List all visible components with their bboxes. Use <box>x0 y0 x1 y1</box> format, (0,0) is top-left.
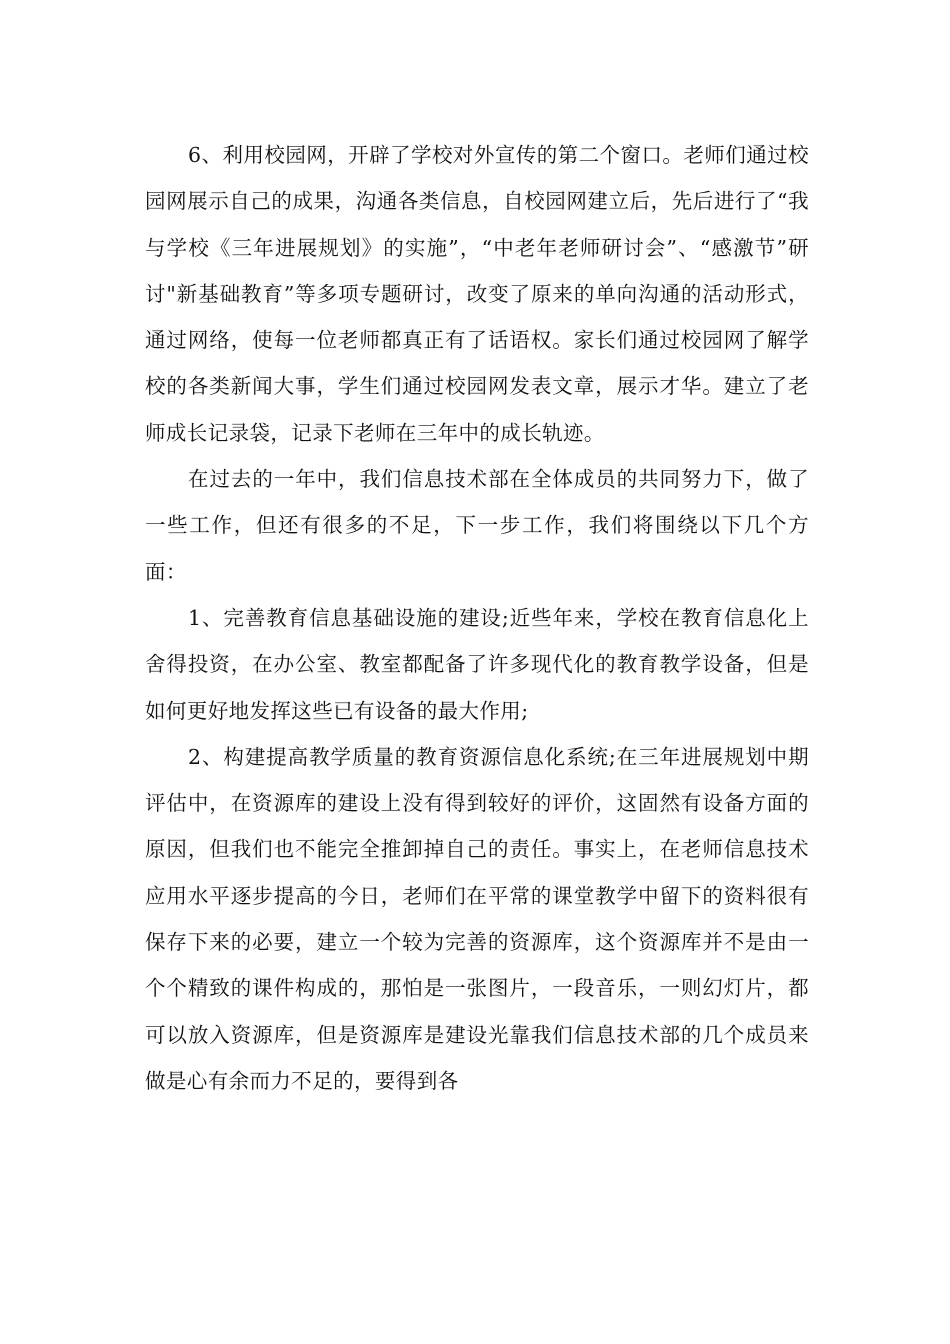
paragraph-infrastructure: 1、完善教育信息基础设施的建设;近些年来，学校在教育信息化上舍得投资，在办公室、教室都配备了许多现代化的教育教学设备，但是如何更好地发挥这些已有设备的最大作用; <box>145 605 809 723</box>
paragraph-resource-system: 2、构建提高教学质量的教育资源信息化系统;在三年进展规划中期评估中，在资源库的建设上没有得到较好的评价，这固然有设备方面的原因，但我们也不能完全推卸掉自己的责任。事实上，在老师信息技术应用水平逐步提高的今日，老师们在平常的课堂教学中留下的资料很有保存下来的必要，建立一个较为完善的资源库，这个资源库并不是由一个个精致的课件构成的，那怕是一张图片，一段音乐，一则幻灯片，都可以放入资源库，但是资源库是建设光靠我们信息技术部的几个成员来做是心有余而力不足的，要得到各 <box>145 744 809 1093</box>
paragraph-campus-network: 6、利用校园网，开辟了学校对外宣传的第二个窗口。老师们通过校园网展示自己的成果，沟通各类信息，自校园网建立后，先后进行了“我与学校《三年进展规划》的实施”，“中老年老师研讨会”、“感激节”研讨"新基础教育”等多项专题研讨，改变了原来的单向沟通的活动形式，通过网络，使每一位老师都真正有了话语权。家长们通过校园网了解学校的各类新闻大事，学生们通过校园网发表文章，展示才华。建立了老师成长记录袋，记录下老师在三年中的成长轨迹。 <box>145 143 809 445</box>
paragraph-summary: 在过去的一年中，我们信息技术部在全体成员的共同努力下，做了一些工作，但还有很多的不足，下一步工作，我们将围绕以下几个方面： <box>145 467 809 584</box>
document-body <box>145 132 809 1104</box>
